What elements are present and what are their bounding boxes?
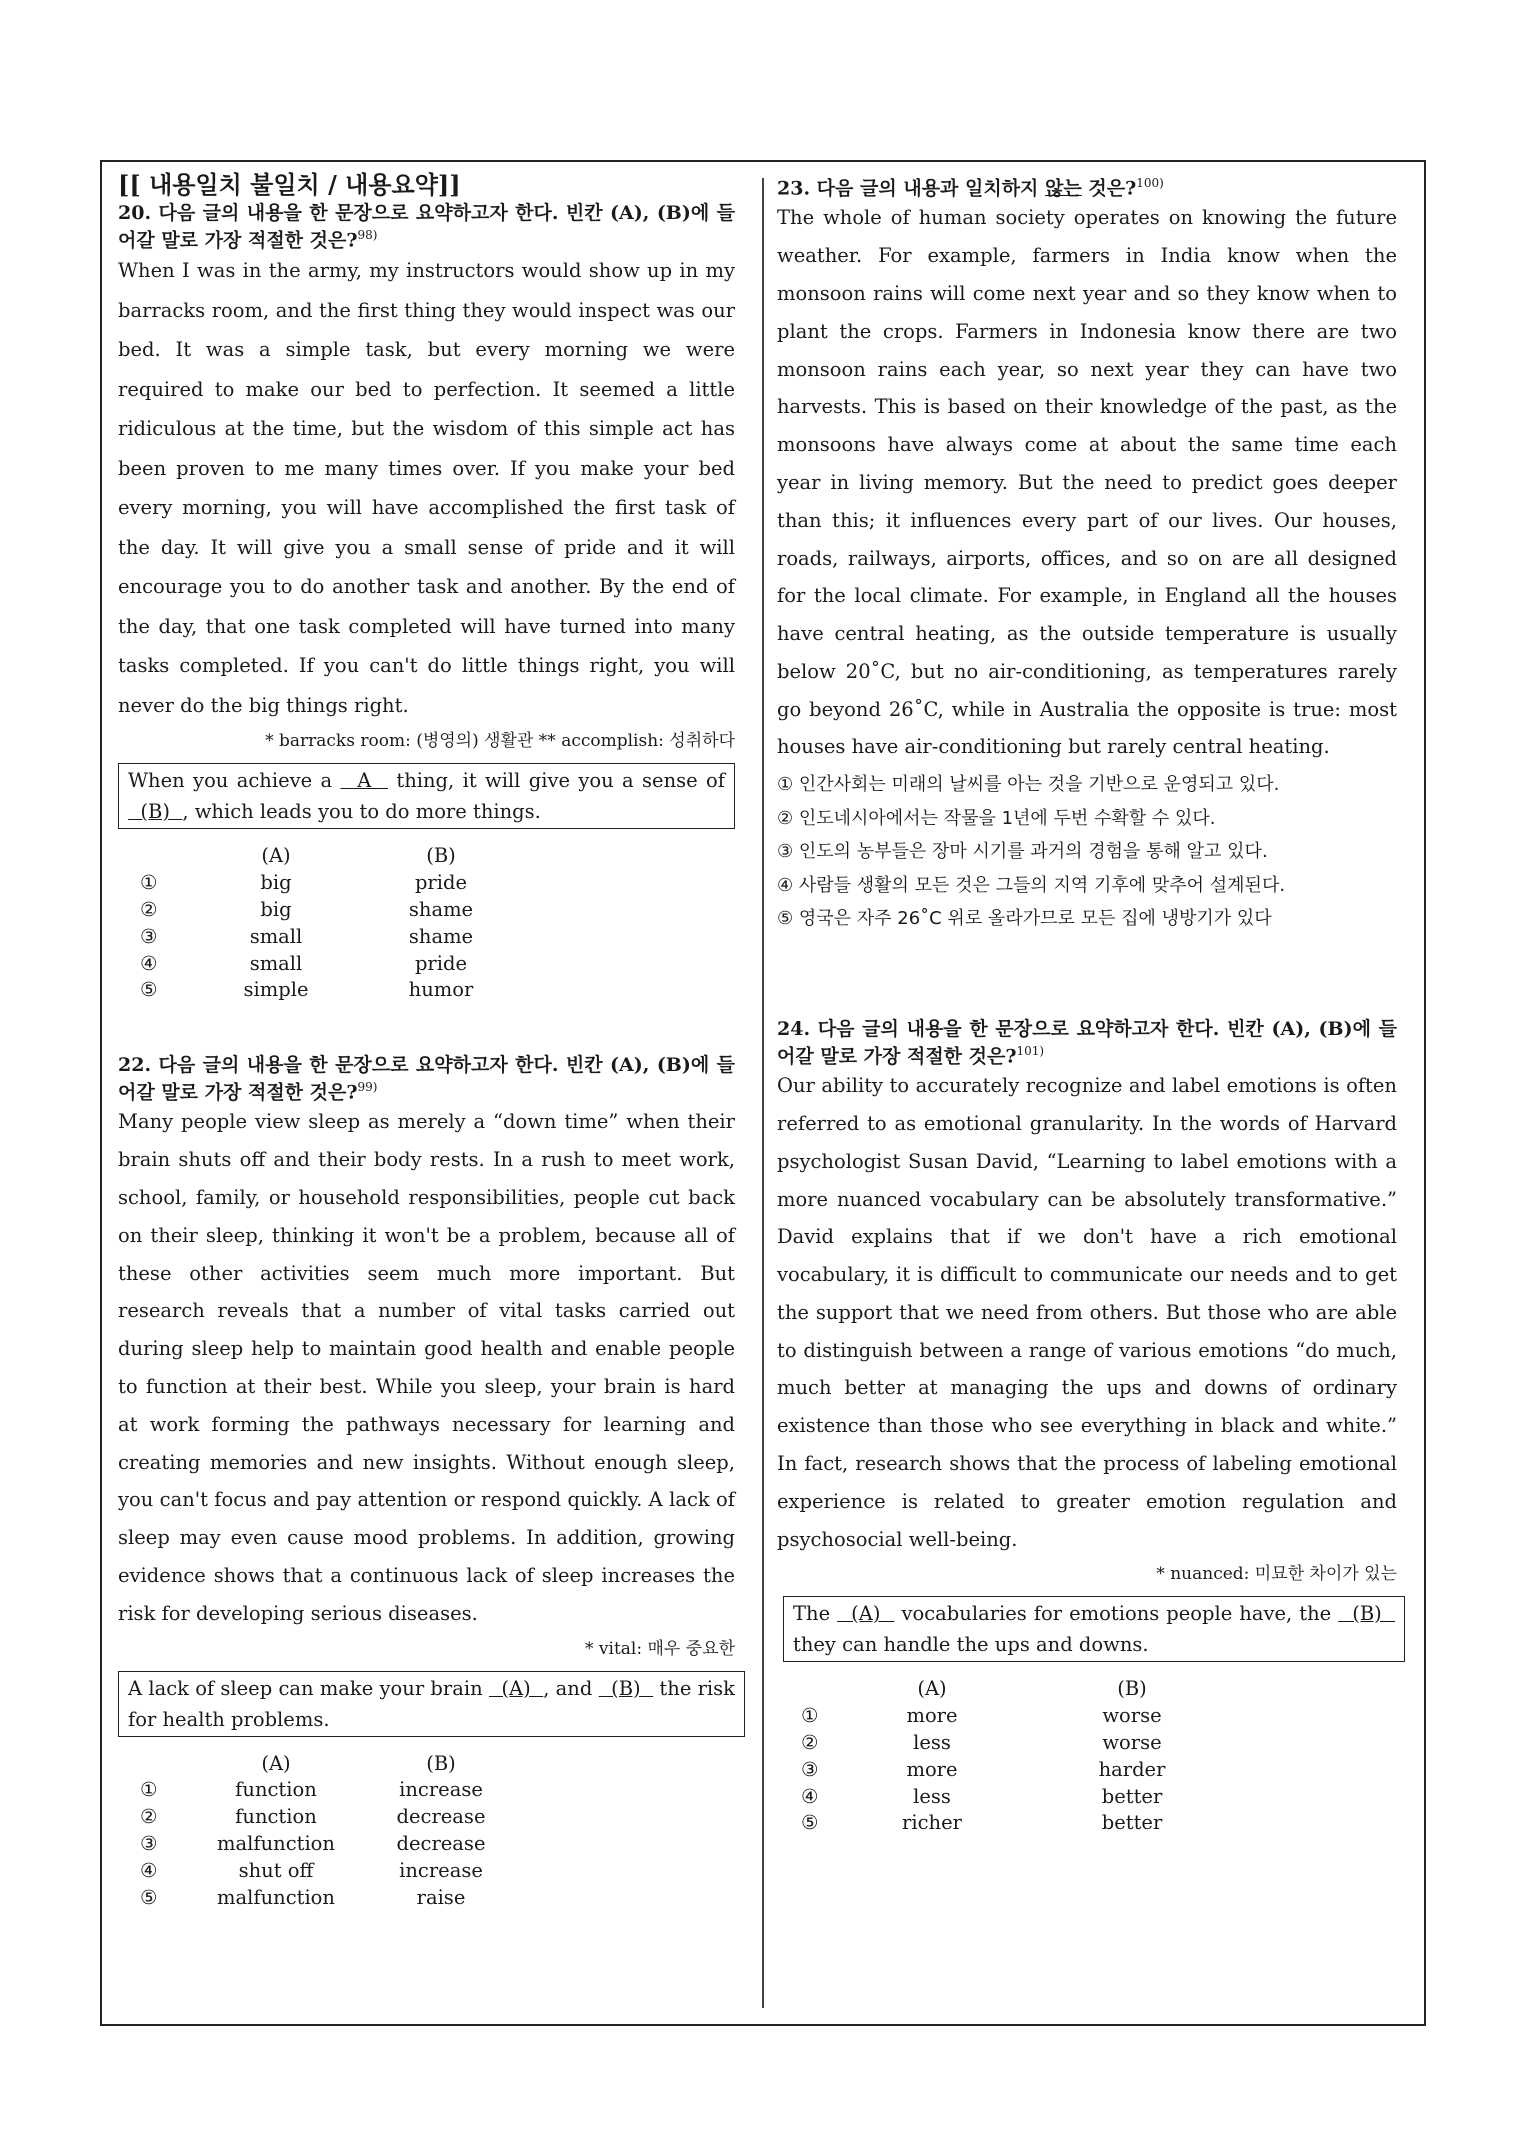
q22-gloss: * vital: 매우 중요한 bbox=[585, 1638, 735, 1659]
q24-passage: Our ability to accurately recognize and label emotions is often referred to as emotional granularity. In the words of Harvard psychologist Susan David, “Learning to label emotions with a more nuanced vocabulary can be absolutely transformative.” David explains that if we don't have a rich emotional vocabulary, it is difficult to communicate our needs and to get the support that we need from others. But those who are able to distinguish between a range of various emotions “do much, much better at managing the ups and downs of ordinary existence than those who see everything in black and white.” In fact, research shows that the process of labeling emotional experience is related to greater emotion regulation and psychosocial well-being. bbox=[777, 1074, 1397, 1551]
q22-header: 22. 다음 글의 내용을 한 문장으로 요약하고자 한다. 빈칸 (A), (B)에 들어갈 말로 가장 적절한 것은?$^{99)}$ bbox=[118, 1054, 735, 1104]
q24-option[interactable]: ② less worse bbox=[801, 1731, 1162, 1755]
q23-choice[interactable]: ① 인간사회는 미래의 날씨를 아는 것을 기반으로 운영되고 있다. bbox=[777, 774, 1280, 796]
question-23 bbox=[777, 172, 1397, 936]
q20-option[interactable]: ③ small shame bbox=[140, 924, 474, 948]
q23-choice[interactable]: ④ 사람들 생활의 모든 것은 그들의 지역 기후에 맞추어 설계된다. bbox=[777, 874, 1286, 896]
q20-passage: When I was in the army, my instructors would show up in my barracks room, and the first thing they would inspect was our bed. It was a simple task, but every morning we were required to make our bed to perfection. It seemed a little ridiculous at the time, but the wisdom of this simple act has been proven to me many times over. If you make your bed every morning, you will have accomplished the first task of the day. It will give you a small sense of pride and it will encourage you to do another task and another. By the end of the day, that one task completed will have turned into many tasks completed. If you can't do little things right, you will never do the big things right. bbox=[118, 259, 735, 717]
q20-option[interactable]: ② big shame bbox=[140, 897, 474, 921]
q23-choice[interactable]: ③ 인도의 농부들은 장마 시기를 과거의 경험을 통해 알고 있다. bbox=[777, 841, 1268, 863]
q23-choices bbox=[777, 768, 1397, 936]
q22-option[interactable]: ⑤ malfunction raise bbox=[140, 1885, 466, 1909]
q20-summary-box: When you achieve a A thing, it will give you a sense of (B) , which leads you to do more things. bbox=[118, 763, 735, 829]
q22-option[interactable]: ② function decrease bbox=[140, 1805, 486, 1829]
q22-options-header: (A) (B) bbox=[261, 1751, 456, 1775]
q22-options bbox=[140, 1751, 516, 1912]
q24-option[interactable]: ④ less better bbox=[801, 1784, 1163, 1808]
q23-choice[interactable]: ② 인도네시아에서는 작물을 1년에 두번 수확할 수 있다. bbox=[777, 807, 1216, 829]
q23-choice[interactable]: ⑤ 영국은 자주 26˚C 위로 올라가므로 모든 집에 냉방기가 있다 bbox=[777, 908, 1272, 930]
q24-options bbox=[801, 1676, 1247, 1837]
q22-blank-b: (B) bbox=[598, 1676, 654, 1700]
q20-option[interactable]: ① big pride bbox=[140, 871, 468, 895]
q24-gloss: * nuanced: 미묘한 차이가 있는 bbox=[1156, 1564, 1397, 1585]
q20-options bbox=[140, 843, 516, 1004]
q20-header: 20. 다음 글의 내용을 한 문장으로 요약하고자 한다. 빈칸 (A), (B)에 들어갈 말로 가장 적절한 것은?$^{98)}$ bbox=[118, 202, 735, 252]
q24-options-header: (A) (B) bbox=[917, 1677, 1147, 1701]
q24-header: 24. 다음 글의 내용을 한 문장으로 요약하고자 한다. 빈칸 (A), (B)에 들어갈 말로 가장 적절한 것은?$^{101)}$ bbox=[777, 1017, 1397, 1068]
left-column bbox=[118, 172, 735, 1911]
q23-passage: The whole of human society operates on knowing the future weather. For example, farmers in India know when the monsoon rains will come next year and so they know when to plant the crops. Farmers in Indonesia know there are two monsoon rains each year, so next year they can have two harvests. This is based on their knowledge of the past, as the monsoons have always come at about the same time each year in living memory. But the need to predict goes deeper than this; it influences every part of our lives. Our houses, roads, railways, airports, offices, and so on are all designed for the local climate. For example, in England all the houses have central heating, as the outside temperature is usually below 20˚C, but no air-conditioning, as temperatures rarely go beyond 26˚C, while in Australia the opposite is true: most houses have air-conditioning but rarely central heating. bbox=[777, 206, 1397, 759]
question-24 bbox=[777, 1018, 1397, 1837]
q22-summary-box: A lack of sleep can make your brain (A) , and (B) the risk for health problems. bbox=[118, 1671, 745, 1737]
q22-blank-a: (A) bbox=[488, 1676, 544, 1700]
column-divider bbox=[762, 178, 764, 2008]
question-22 bbox=[118, 1054, 735, 1911]
q24-option[interactable]: ① more worse bbox=[801, 1704, 1162, 1728]
right-column bbox=[777, 172, 1397, 1837]
q20-option[interactable]: ④ small pride bbox=[140, 951, 468, 975]
q24-blank-a: (A) bbox=[837, 1602, 895, 1626]
q22-option[interactable]: ④ shut off increase bbox=[140, 1858, 483, 1882]
q23-header: 23. 다음 글의 내용과 일치하지 않는 것은?$^{100)}$ bbox=[777, 176, 1164, 200]
q22-option[interactable]: ① function increase bbox=[140, 1778, 483, 1802]
q20-blank-a: A bbox=[340, 769, 388, 793]
q24-option[interactable]: ⑤ richer better bbox=[801, 1811, 1163, 1835]
q22-passage: Many people view sleep as merely a “down time” when their brain shuts off and their body rests. In a rush to meet work, school, family, or household responsibilities, people cut back on their sleep, thinking it won't be a problem, because all of these other activities seem much more important. But research reveals that a number of vital tasks carried out during sleep help to maintain good health and enable people to function at their best. While you sleep, your brain is hard at work forming the pathways necessary for learning and creating memories and new insights. Without enough sleep, you can't focus and pay attention or respond quickly. A lack of sleep may even cause mood problems. In addition, growing evidence shows that a continuous lack of sleep increases the risk for developing serious diseases. bbox=[118, 1110, 735, 1625]
q20-blank-b: (B) bbox=[128, 800, 183, 824]
q24-summary-box: The (A) vocabularies for emotions people have, the (B) they can handle the ups and downs. bbox=[783, 1596, 1405, 1662]
q20-gloss: * barracks room: (병영의) 생활관 ** accomplish: 성취하다 bbox=[265, 731, 735, 752]
q20-options-header: (A) (B) bbox=[261, 844, 456, 868]
question-20 bbox=[118, 202, 735, 1004]
q24-blank-b: (B) bbox=[1338, 1602, 1396, 1626]
q22-option[interactable]: ③ malfunction decrease bbox=[140, 1831, 486, 1855]
section-title: [[ 내용일치 불일치 / 내용요약]] bbox=[118, 170, 461, 199]
q20-option[interactable]: ⑤ simple humor bbox=[140, 978, 474, 1002]
q24-option[interactable]: ③ more harder bbox=[801, 1757, 1166, 1781]
